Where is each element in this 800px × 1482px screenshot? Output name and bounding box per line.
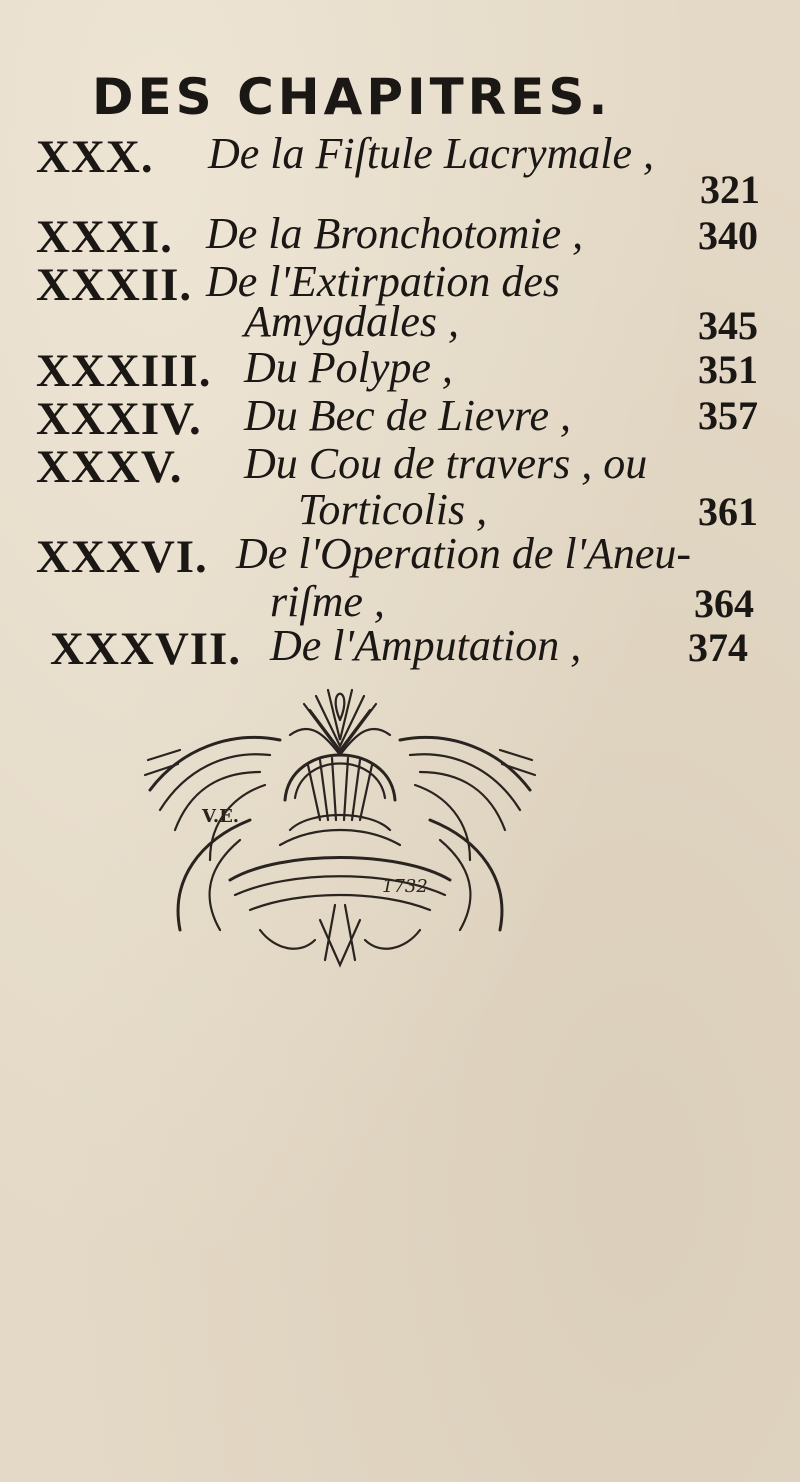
page-heading: DES CHAPITRES.	[92, 68, 612, 126]
chapter-title: De la Fiſtule Lacrymale ,	[208, 129, 655, 178]
chapter-page: 340	[698, 213, 758, 258]
chapter-page: 351	[698, 347, 758, 392]
chapter-page: 321	[700, 167, 760, 212]
chapter-page: 364	[694, 581, 754, 626]
chapter-page: 357	[698, 393, 758, 438]
chapter-title: De la Bronchotomie ,	[206, 209, 584, 258]
chapter-number: XXXI.	[36, 211, 173, 263]
chapter-number: XXXII.	[36, 259, 193, 311]
ornament-initials: V.E.	[202, 806, 240, 827]
chapter-title-continued: Torticolis ,	[298, 485, 488, 534]
ornament-year: 1732	[382, 876, 428, 897]
chapter-title-continued: riſme ,	[270, 577, 385, 626]
chapter-page: 361	[698, 489, 758, 534]
chapter-number: XXXIV.	[36, 393, 202, 445]
chapter-number: XXX.	[36, 131, 154, 183]
chapter-number: XXXVI.	[36, 531, 208, 583]
chapter-page: 345	[698, 303, 758, 348]
chapter-title: De l'Extirpation des	[206, 257, 561, 306]
chapter-title: Du Cou de travers , ou	[244, 439, 648, 488]
chapter-page: 374	[688, 625, 748, 670]
chapter-title: De l'Amputation ,	[270, 621, 582, 670]
chapter-number: XXXVII.	[50, 623, 242, 675]
chapter-title: Du Polype ,	[244, 343, 453, 392]
tailpiece-ornament	[140, 680, 540, 970]
chapter-title: De l'Operation de l'Aneu-	[236, 529, 692, 578]
chapter-number: XXXIII.	[36, 345, 212, 397]
chapter-title-continued: Amygdales ,	[244, 297, 460, 346]
chapter-title: Du Bec de Lievre ,	[244, 391, 572, 440]
chapter-number: XXXV.	[36, 441, 183, 493]
